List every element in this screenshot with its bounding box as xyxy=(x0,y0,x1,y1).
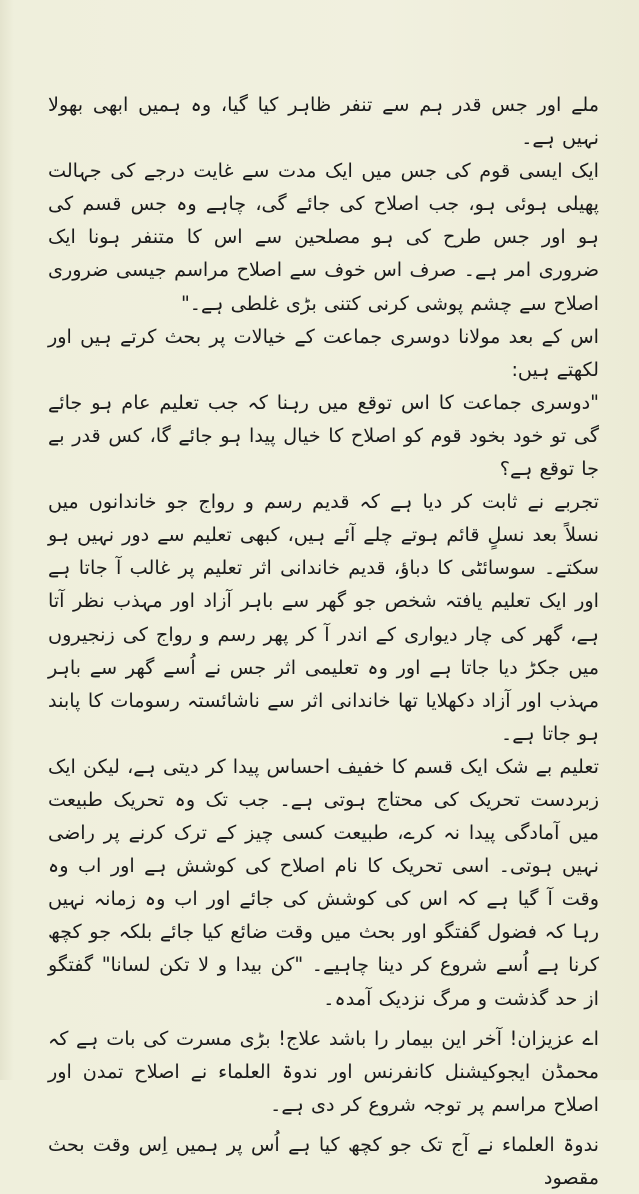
paragraph-2: ایک ایسی قوم کی جس میں ایک مدت سے غایت درجے کی جہالت پھیلی ہوئی ہو، جب اصلاح کی جائے گی، چاہے وہ جس قسم کی ہو اور جس طرح کی ہو مصلحین سے اس کا متنفر ہونا ایک ضروری امر ہے۔ صرف اس خوف سے اصلاح مراسم جیسی ضروری اصلاح سے چشم پوشی کرنی کتنی بڑی غلطی ہے۔" xyxy=(48,159,599,315)
paragraph-7: اے عزیزان! آخر این بیمار را باشد علاج! بڑی مسرت کی بات ہے کہ محمڈن ایجوکیشنل کانفرنس اور ندوۃ العلماء نے اصلاح تمدن اور اصلاح مراسم پر توجہ شروع کر دی ہے۔ xyxy=(48,1026,599,1116)
paragraph-gap xyxy=(48,1015,599,1022)
paragraph-3: اس کے بعد مولانا دوسری جماعت کے خیالات پر بحث کرتے ہیں اور لکھتے ہیں: xyxy=(48,324,599,381)
paragraph-8: ندوۃ العلماء نے آج تک جو کچھ کیا ہے اُس پر ہمیں اِس وقت بحث مقصود xyxy=(48,1132,599,1189)
paragraph-1: ملے اور جس قدر ہم سے تنفر ظاہر کیا گیا، وہ ہمیں ابھی بھولا نہیں ہے۔ xyxy=(48,93,599,150)
paragraph-gap-2 xyxy=(48,1121,599,1128)
paragraph-6: تعلیم بے شک ایک قسم کا خفیف احساس پیدا کر دیتی ہے، لیکن ایک زبردست تحریک کی محتاج ہوتی ہے۔ جب تک وہ تحریک طبیعت میں آمادگی پیدا نہ کرے، طبیعت کسی چیز کے ترک کرنے پر راضی نہیں ہوتی۔ اسی تحریک کا نام اصلاح کی کوشش ہے اور اب وہ وقت آ گیا ہے کہ اس کی کوشش کی جائے اور اب وہ زمانہ نہیں رہا کہ فضول گفتگو اور بحث میں وقت ضائع کیا جائے بلکہ جو کچھ کرنا ہے اُسے شروع کر دینا چاہیے۔ "کن بیدا و لا تکن لسانا" گفتگو از حد گذشت و مرگ نزدیک آمدہ۔ xyxy=(48,754,599,1010)
page-text xyxy=(48,88,599,1194)
paragraph-5: تجربے نے ثابت کر دیا ہے کہ قدیم رسم و رواج جو خاندانوں میں نسلاً بعد نسلٍ قائم ہوتے چلے آئے ہیں، کبھی تعلیم سے دور نہیں ہو سکتے۔ سوسائٹی کا دباؤ، قدیم خاندانی اثر تعلیم پر غالب آ جاتا ہے اور ایک تعلیم یافتہ شخص جو گھر سے باہر آزاد اور مہذب نظر آتا ہے، گھر کی چار دیواری کے اندر آ کر پھر رسم و رواج کی زنجیروں میں جکڑ دیا جاتا ہے اور وہ تعلیمی اثر جس نے اُسے گھر سے باہر مہذب اور آزاد دکھلایا تھا خاندانی اثر سے ناشائستہ رسومات کا پابند ہو جاتا ہے۔ xyxy=(48,490,599,745)
paragraph-4: "دوسری جماعت کا اس توقع میں رہنا کہ جب تعلیم عام ہو جائے گی تو خود بخود قوم کو اصلاح کا خیال پیدا ہو جائے گا، کس قدر بے جا توقع ہے؟ xyxy=(48,390,599,481)
